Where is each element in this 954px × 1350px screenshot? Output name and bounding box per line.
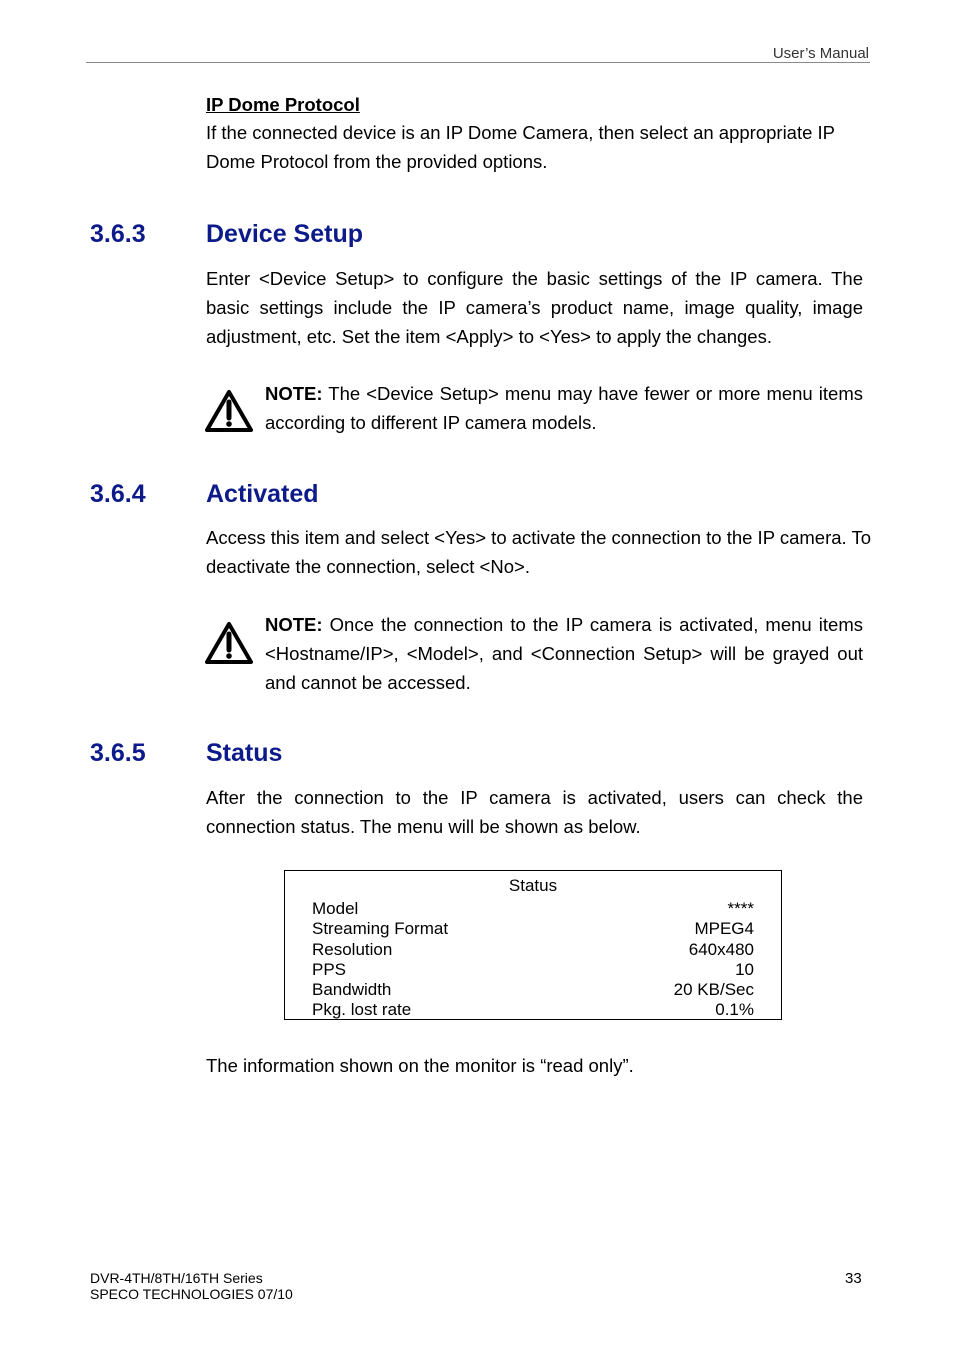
status-label: Bandwidth [312, 980, 392, 1000]
footer-series: DVR-4TH/8TH/16TH Series [90, 1270, 263, 1286]
status-value: 20 KB/Sec [673, 980, 754, 1000]
status-label: Pkg. lost rate [312, 1000, 412, 1020]
device-setup-note [265, 379, 863, 437]
section-title-device-setup: Device Setup [206, 220, 364, 248]
status-row-bandwidth [312, 980, 754, 1000]
status-row-pkg-lost-rate [312, 1000, 754, 1020]
status-value: 640x480 [688, 939, 754, 959]
status-label: PPS [312, 959, 347, 979]
status-menu-title: Status [508, 876, 558, 895]
status-value: **** [727, 899, 754, 918]
warning-triangle-icon [204, 620, 254, 666]
status-menu [284, 870, 782, 1020]
status-row-model [312, 899, 754, 919]
status-value: 0.1% [715, 1000, 754, 1020]
section-number-device-setup: 3.6.3 [90, 220, 146, 248]
status-text: After the connection to the IP camera is activated, users can check the connection status. The menu will be shown as below. [206, 787, 863, 837]
section-title-status: Status [206, 739, 283, 767]
footer-company: SPECO TECHNOLOGIES 07/10 [90, 1286, 293, 1302]
section-number-status: 3.6.5 [90, 739, 146, 767]
footer [90, 1270, 293, 1302]
status-label: Resolution [312, 939, 393, 959]
status-label: Model [312, 899, 359, 918]
activated-note [265, 610, 863, 697]
status-value: 10 [735, 959, 754, 979]
read-only-text: The information shown on the monitor is “read only”. [206, 1055, 634, 1076]
section-number-activated: 3.6.4 [90, 480, 146, 508]
status-label: Streaming Format [312, 919, 449, 939]
note-body: Once the connection to the IP camera is activated, menu items <Hostname/IP>, <Model>, and <Connection Setup> will be grayed out and cannot be accessed. [265, 614, 863, 693]
ip-dome-protocol-text: If the connected device is an IP Dome Camera, then select an appropriate IP Dome Protocol from the provided options. [206, 122, 835, 172]
activated-text: Access this item and select <Yes> to activate the connection to the IP camera. To deactivate the connection, select <No>. [206, 527, 872, 577]
note-body: The <Device Setup> menu may have fewer or more menu items according to different IP camera models. [265, 383, 863, 433]
section-title-activated: Activated [206, 480, 319, 508]
status-menu-rows [312, 899, 754, 1021]
page-number: 33 [845, 1270, 862, 1287]
status-row-resolution [312, 940, 754, 960]
warning-triangle-icon [204, 388, 254, 434]
note-label: NOTE: [265, 614, 323, 635]
ip-dome-protocol-heading: IP Dome Protocol [206, 94, 360, 115]
status-row-pps [312, 960, 754, 980]
device-setup-text: Enter <Device Setup> to configure the basic settings of the IP camera. The basic settings include the IP camera’s product name, image quality, image adjustment, etc. Set the item <Apply> to <Yes> to apply the changes. [206, 268, 863, 347]
header-rule [86, 62, 870, 63]
running-header: User’s Manual [772, 45, 869, 62]
status-value: MPEG4 [694, 919, 754, 939]
status-row-streaming-format [312, 919, 754, 939]
note-label: NOTE: [265, 383, 323, 404]
